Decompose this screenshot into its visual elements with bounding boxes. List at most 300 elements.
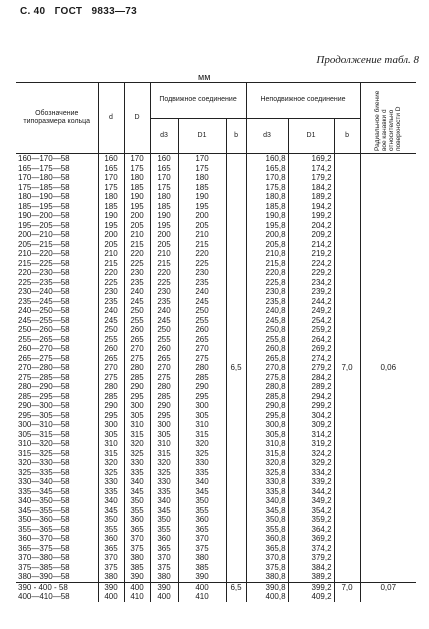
D-cell: 280	[124, 363, 150, 373]
d3-fixed-cell: 355,8	[246, 525, 288, 535]
D1-fixed-cell: 194,2	[288, 202, 334, 212]
d3-movable-cell: 295	[150, 411, 178, 421]
header-radial: Радиальное биение вое канавки d относительно поверхности D	[374, 90, 403, 151]
D1-fixed-cell: 359,2	[288, 515, 334, 525]
header-designation: Обозначение типоразмера кольца	[16, 83, 98, 154]
D1-fixed-cell: 174,2	[288, 164, 334, 174]
table-body	[16, 154, 416, 602]
d-cell: 255	[98, 335, 124, 345]
designation-cell: 220—230—58	[18, 268, 70, 277]
D1-fixed-cell: 374,2	[288, 544, 334, 554]
D1-fixed-cell: 289,2	[288, 382, 334, 392]
header-d3-fixed: d3	[246, 118, 288, 154]
D-cell: 170	[124, 154, 150, 164]
d3-movable-cell: 360	[150, 534, 178, 544]
units-label: мм	[198, 72, 211, 82]
D-cell: 305	[124, 411, 150, 421]
D-cell: 285	[124, 373, 150, 383]
d3-movable-cell: 355	[150, 525, 178, 535]
D1-fixed-cell: 279,2	[288, 363, 334, 373]
D1-movable-cell: 385	[178, 563, 226, 573]
b-movable-cell: 6,5	[226, 154, 246, 583]
d3-fixed-cell: 215,8	[246, 259, 288, 269]
d-cell: 160	[98, 154, 124, 164]
D1-movable-cell: 295	[178, 392, 226, 402]
D-cell: 375	[124, 544, 150, 554]
D1-fixed-cell: 309,2	[288, 420, 334, 430]
d-cell: 210	[98, 249, 124, 259]
D1-fixed-cell: 234,2	[288, 278, 334, 288]
d-cell: 240	[98, 306, 124, 316]
D1-fixed-cell: 214,2	[288, 240, 334, 250]
d-cell: 355	[98, 525, 124, 535]
D1-movable-cell: 195	[178, 202, 226, 212]
D1-fixed-cell: 259,2	[288, 325, 334, 335]
d3-movable-cell: 260	[150, 344, 178, 354]
d3-fixed-cell: 260,8	[246, 344, 288, 354]
D1-movable-cell: 345	[178, 487, 226, 497]
d3-fixed-cell: 220,8	[246, 268, 288, 278]
D1-fixed-cell: 379,2	[288, 553, 334, 563]
d-cell: 360	[98, 534, 124, 544]
D1-fixed-cell: 384,2	[288, 563, 334, 573]
d3-movable-cell: 320	[150, 458, 178, 468]
d3-fixed-cell: 325,8	[246, 468, 288, 478]
D-cell: 350	[124, 496, 150, 506]
designation-cell: 345—355—58	[18, 505, 70, 515]
D1-movable-cell: 265	[178, 335, 226, 345]
d3-movable-cell: 300	[150, 420, 178, 430]
designation-cell: 265—275—58	[18, 353, 70, 363]
D-cell: 265	[124, 335, 150, 345]
d3-fixed-cell: 255,8	[246, 335, 288, 345]
d-cell: 305	[98, 430, 124, 440]
d3-fixed-cell: 230,8	[246, 287, 288, 297]
D1-movable-cell: 215	[178, 240, 226, 250]
D1-movable-cell: 180	[178, 173, 226, 183]
d-cell: 340	[98, 496, 124, 506]
radial-runout-cell: 0,06	[360, 154, 416, 583]
d-cell: 275	[98, 373, 124, 383]
D-cell: 335	[124, 468, 150, 478]
D-cell: 295	[124, 392, 150, 402]
D-cell: 260	[124, 325, 150, 335]
d3-movable-cell: 195	[150, 221, 178, 231]
d-cell: 310	[98, 439, 124, 449]
d-cell: 185	[98, 202, 124, 212]
d3-fixed-cell: 165,8	[246, 164, 288, 174]
d3-fixed-cell: 170,8	[246, 173, 288, 183]
D-cell: 355	[124, 506, 150, 516]
header-b-fixed: b	[334, 118, 360, 154]
d3-movable-cell: 285	[150, 392, 178, 402]
designation-cell: 325—335—58	[18, 467, 70, 477]
designation-cell: 335—345—58	[18, 486, 70, 496]
designation-cell: 340—350—58	[18, 496, 70, 505]
standard-number: 9833—73	[91, 6, 137, 17]
d-cell: 180	[98, 192, 124, 202]
designation-cell: 315—325—58	[18, 448, 70, 458]
d3-movable-cell: 400	[150, 592, 178, 602]
D1-movable-cell: 245	[178, 297, 226, 307]
D-cell: 275	[124, 354, 150, 364]
d3-movable-cell: 335	[150, 487, 178, 497]
d3-fixed-cell: 390,8	[246, 582, 288, 592]
d3-movable-cell: 230	[150, 287, 178, 297]
d3-fixed-cell: 280,8	[246, 382, 288, 392]
designation-cell: 300—310—58	[18, 420, 70, 429]
D-cell: 325	[124, 449, 150, 459]
designation-cell: 285—295—58	[18, 391, 70, 401]
d3-movable-cell: 380	[150, 572, 178, 582]
D1-fixed-cell: 339,2	[288, 477, 334, 487]
designation-cell: 380—390—58	[16, 572, 98, 582]
d3-fixed-cell: 270,8	[246, 363, 288, 373]
d3-fixed-cell: 350,8	[246, 515, 288, 525]
D1-movable-cell: 200	[178, 211, 226, 221]
D-cell: 270	[124, 344, 150, 354]
D1-fixed-cell: 264,2	[288, 335, 334, 345]
d-cell: 370	[98, 553, 124, 563]
d3-fixed-cell: 185,8	[246, 202, 288, 212]
d-cell: 175	[98, 183, 124, 193]
D1-fixed-cell: 294,2	[288, 392, 334, 402]
designation-cell: 190—200—58	[18, 211, 70, 220]
D1-movable-cell: 230	[178, 268, 226, 278]
d-cell: 265	[98, 354, 124, 364]
designation-cell: 245—255—58	[18, 315, 70, 325]
table-row	[16, 582, 416, 592]
D1-fixed-cell: 354,2	[288, 506, 334, 516]
d-cell: 350	[98, 515, 124, 525]
d-cell: 325	[98, 468, 124, 478]
designation-cell: 250—260—58	[18, 325, 70, 334]
d-cell: 270	[98, 363, 124, 373]
d-cell: 400	[98, 592, 124, 602]
D-cell: 225	[124, 259, 150, 269]
d3-movable-cell: 180	[150, 192, 178, 202]
d3-movable-cell: 330	[150, 477, 178, 487]
designation-cell: 370—380—58	[18, 553, 70, 562]
D1-movable-cell: 330	[178, 458, 226, 468]
designation-cell: 240—250—58	[18, 306, 70, 315]
d3-movable-cell: 165	[150, 164, 178, 174]
D1-movable-cell: 255	[178, 316, 226, 326]
d3-fixed-cell: 225,8	[246, 278, 288, 288]
d3-movable-cell: 310	[150, 439, 178, 449]
D1-movable-cell: 375	[178, 544, 226, 554]
D1-fixed-cell: 219,2	[288, 249, 334, 259]
D-cell: 245	[124, 297, 150, 307]
d-cell: 365	[98, 544, 124, 554]
d3-fixed-cell: 340,8	[246, 496, 288, 506]
D1-fixed-cell: 284,2	[288, 373, 334, 383]
d-cell: 170	[98, 173, 124, 183]
d3-movable-cell: 325	[150, 468, 178, 478]
d3-movable-cell: 170	[150, 173, 178, 183]
d3-movable-cell: 175	[150, 183, 178, 193]
d3-movable-cell: 235	[150, 297, 178, 307]
D1-movable-cell: 390	[178, 572, 226, 582]
D1-fixed-cell: 334,2	[288, 468, 334, 478]
d3-movable-cell: 275	[150, 373, 178, 383]
designation-cell: 210—220—58	[18, 249, 70, 258]
D-cell: 300	[124, 401, 150, 411]
designation-cell: 355—365—58	[18, 524, 70, 534]
designation-cell: 195—205—58	[18, 220, 70, 230]
designation-cell: 225—235—58	[18, 277, 70, 287]
designation-cell: 350—360—58	[18, 515, 70, 524]
D-cell: 330	[124, 458, 150, 468]
d3-fixed-cell: 180,8	[246, 192, 288, 202]
d3-fixed-cell: 195,8	[246, 221, 288, 231]
designation-cell: 295—305—58	[18, 410, 70, 420]
D1-movable-cell: 355	[178, 506, 226, 516]
d3-fixed-cell: 380,8	[246, 572, 288, 582]
D1-movable-cell: 300	[178, 401, 226, 411]
d-cell: 320	[98, 458, 124, 468]
designation-cell: 275—285—58	[18, 372, 70, 382]
D-cell: 410	[124, 592, 150, 602]
d3-movable-cell: 190	[150, 211, 178, 221]
D1-movable-cell: 365	[178, 525, 226, 535]
designation-cell: 215—225—58	[18, 258, 70, 268]
d3-movable-cell: 350	[150, 515, 178, 525]
D1-fixed-cell: 329,2	[288, 458, 334, 468]
designation-cell: 360—370—58	[18, 534, 70, 543]
designation-cell: 280—290—58	[18, 382, 70, 391]
D1-movable-cell: 220	[178, 249, 226, 259]
d3-fixed-cell: 360,8	[246, 534, 288, 544]
d3-movable-cell: 210	[150, 249, 178, 259]
d-cell: 235	[98, 297, 124, 307]
D-cell: 220	[124, 249, 150, 259]
d3-fixed-cell: 175,8	[246, 183, 288, 193]
d3-movable-cell: 200	[150, 230, 178, 240]
d3-movable-cell: 265	[150, 354, 178, 364]
b-movable-cell	[226, 592, 246, 602]
designation-cell: 230—240—58	[18, 287, 70, 296]
d-cell: 215	[98, 259, 124, 269]
D1-movable-cell: 250	[178, 306, 226, 316]
header-movable: Подвижное соединение	[150, 83, 246, 119]
D1-fixed-cell: 409,2	[288, 592, 334, 602]
D1-fixed-cell: 399,2	[288, 582, 334, 592]
d3-fixed-cell: 265,8	[246, 354, 288, 364]
d3-fixed-cell: 300,8	[246, 420, 288, 430]
D-cell: 230	[124, 268, 150, 278]
d3-fixed-cell: 305,8	[246, 430, 288, 440]
d-cell: 375	[98, 563, 124, 573]
D1-fixed-cell: 364,2	[288, 525, 334, 535]
d3-movable-cell: 225	[150, 278, 178, 288]
d3-movable-cell: 255	[150, 335, 178, 345]
D-cell: 380	[124, 553, 150, 563]
D1-movable-cell: 240	[178, 287, 226, 297]
designation-cell: 310—320—58	[18, 439, 70, 448]
D-cell: 400	[124, 582, 150, 592]
b-fixed-cell: 7,0	[334, 582, 360, 592]
D-cell: 255	[124, 316, 150, 326]
d3-fixed-cell: 370,8	[246, 553, 288, 563]
D-cell: 390	[124, 572, 150, 582]
D1-fixed-cell: 274,2	[288, 354, 334, 364]
d-cell: 165	[98, 164, 124, 174]
header-b-movable: b	[226, 118, 246, 154]
d-cell: 345	[98, 506, 124, 516]
d3-movable-cell: 365	[150, 544, 178, 554]
D-cell: 180	[124, 173, 150, 183]
d-cell: 335	[98, 487, 124, 497]
D1-fixed-cell: 244,2	[288, 297, 334, 307]
d3-movable-cell: 370	[150, 553, 178, 563]
dimensions-table	[16, 82, 416, 602]
d3-fixed-cell: 400,8	[246, 592, 288, 602]
d3-movable-cell: 290	[150, 401, 178, 411]
D1-fixed-cell: 349,2	[288, 496, 334, 506]
D1-fixed-cell: 314,2	[288, 430, 334, 440]
D-cell: 175	[124, 164, 150, 174]
D1-movable-cell: 190	[178, 192, 226, 202]
designation-cell: 200—210—58	[18, 230, 70, 239]
d-cell: 195	[98, 221, 124, 231]
D1-fixed-cell: 254,2	[288, 316, 334, 326]
d3-movable-cell: 345	[150, 506, 178, 516]
D1-fixed-cell: 344,2	[288, 487, 334, 497]
designation-cell: 255—265—58	[18, 334, 70, 344]
designation-cell: 330—340—58	[18, 477, 70, 486]
D1-fixed-cell: 269,2	[288, 344, 334, 354]
D1-movable-cell: 305	[178, 411, 226, 421]
designation-cell: 160—170—58	[18, 154, 70, 163]
d3-movable-cell: 375	[150, 563, 178, 573]
b-fixed-cell: 7,0	[334, 154, 360, 583]
page-number: С. 40	[20, 6, 46, 17]
D-cell: 185	[124, 183, 150, 193]
D-cell: 210	[124, 230, 150, 240]
D1-fixed-cell: 204,2	[288, 221, 334, 231]
d3-movable-cell: 215	[150, 259, 178, 269]
d3-fixed-cell: 245,8	[246, 316, 288, 326]
d3-movable-cell: 270	[150, 363, 178, 373]
header-D: D	[124, 83, 150, 154]
designation-cell: 270—280—58	[18, 363, 70, 372]
b-movable-cell: 6,5	[226, 582, 246, 592]
d3-fixed-cell: 210,8	[246, 249, 288, 259]
D-cell: 190	[124, 192, 150, 202]
d3-fixed-cell: 200,8	[246, 230, 288, 240]
D1-fixed-cell: 169,2	[288, 154, 334, 164]
d3-movable-cell: 390	[150, 582, 178, 592]
D1-fixed-cell: 324,2	[288, 449, 334, 459]
header-D1-movable: D1	[178, 118, 226, 154]
designation-cell: 170—180—58	[18, 173, 70, 182]
D1-fixed-cell: 369,2	[288, 534, 334, 544]
d3-fixed-cell: 365,8	[246, 544, 288, 554]
D1-movable-cell: 380	[178, 553, 226, 563]
d3-fixed-cell: 345,8	[246, 506, 288, 516]
d3-movable-cell: 240	[150, 306, 178, 316]
D1-movable-cell: 335	[178, 468, 226, 478]
designation-cell: 175—185—58	[18, 182, 70, 192]
d3-fixed-cell: 235,8	[246, 297, 288, 307]
D1-movable-cell: 320	[178, 439, 226, 449]
continuation-caption: Продолжение табл. 8	[316, 54, 419, 66]
D1-movable-cell: 260	[178, 325, 226, 335]
D1-fixed-cell: 179,2	[288, 173, 334, 183]
D1-fixed-cell: 389,2	[288, 572, 334, 582]
D-cell: 235	[124, 278, 150, 288]
D1-movable-cell: 205	[178, 221, 226, 231]
D-cell: 370	[124, 534, 150, 544]
D-cell: 290	[124, 382, 150, 392]
header-fixed: Неподвижное соединение	[246, 83, 360, 119]
d-cell: 390	[98, 582, 124, 592]
D1-fixed-cell: 239,2	[288, 287, 334, 297]
D1-fixed-cell: 229,2	[288, 268, 334, 278]
D1-movable-cell: 280	[178, 363, 226, 373]
designation-cell: 305—315—58	[18, 429, 70, 439]
header-D1-fixed: D1	[288, 118, 334, 154]
D1-fixed-cell: 184,2	[288, 183, 334, 193]
D-cell: 240	[124, 287, 150, 297]
designation-cell: 180—190—58	[18, 192, 70, 201]
D-cell: 205	[124, 221, 150, 231]
d3-fixed-cell: 240,8	[246, 306, 288, 316]
d-cell: 200	[98, 230, 124, 240]
standard-label: ГОСТ	[54, 6, 83, 17]
table-row	[16, 154, 416, 164]
radial-runout-cell: 0,07	[360, 582, 416, 592]
D-cell: 195	[124, 202, 150, 212]
d-cell: 245	[98, 316, 124, 326]
d-cell: 280	[98, 382, 124, 392]
designation-cell: 390 - 400 - 58	[16, 582, 98, 592]
d3-fixed-cell: 250,8	[246, 325, 288, 335]
designation-cell: 205—215—58	[18, 239, 70, 249]
page-header	[20, 6, 137, 17]
d-cell: 285	[98, 392, 124, 402]
header-d: d	[98, 83, 124, 154]
D1-movable-cell: 210	[178, 230, 226, 240]
D1-movable-cell: 270	[178, 344, 226, 354]
d3-fixed-cell: 335,8	[246, 487, 288, 497]
d3-fixed-cell: 310,8	[246, 439, 288, 449]
d3-fixed-cell: 160,8	[246, 154, 288, 164]
D1-movable-cell: 360	[178, 515, 226, 525]
d-cell: 315	[98, 449, 124, 459]
designation-cell: 400—410—58	[18, 592, 70, 601]
D-cell: 310	[124, 420, 150, 430]
D1-movable-cell: 225	[178, 259, 226, 269]
designation-cell: 165—175—58	[18, 163, 70, 173]
D1-movable-cell: 370	[178, 534, 226, 544]
D1-movable-cell: 285	[178, 373, 226, 383]
d-cell: 230	[98, 287, 124, 297]
d3-movable-cell: 340	[150, 496, 178, 506]
d3-movable-cell: 305	[150, 430, 178, 440]
header-d3-movable: d3	[150, 118, 178, 154]
D-cell: 345	[124, 487, 150, 497]
d3-movable-cell: 315	[150, 449, 178, 459]
d-cell: 295	[98, 411, 124, 421]
D-cell: 315	[124, 430, 150, 440]
d3-movable-cell: 245	[150, 316, 178, 326]
D1-movable-cell: 185	[178, 183, 226, 193]
d3-fixed-cell: 330,8	[246, 477, 288, 487]
d-cell: 225	[98, 278, 124, 288]
D-cell: 250	[124, 306, 150, 316]
